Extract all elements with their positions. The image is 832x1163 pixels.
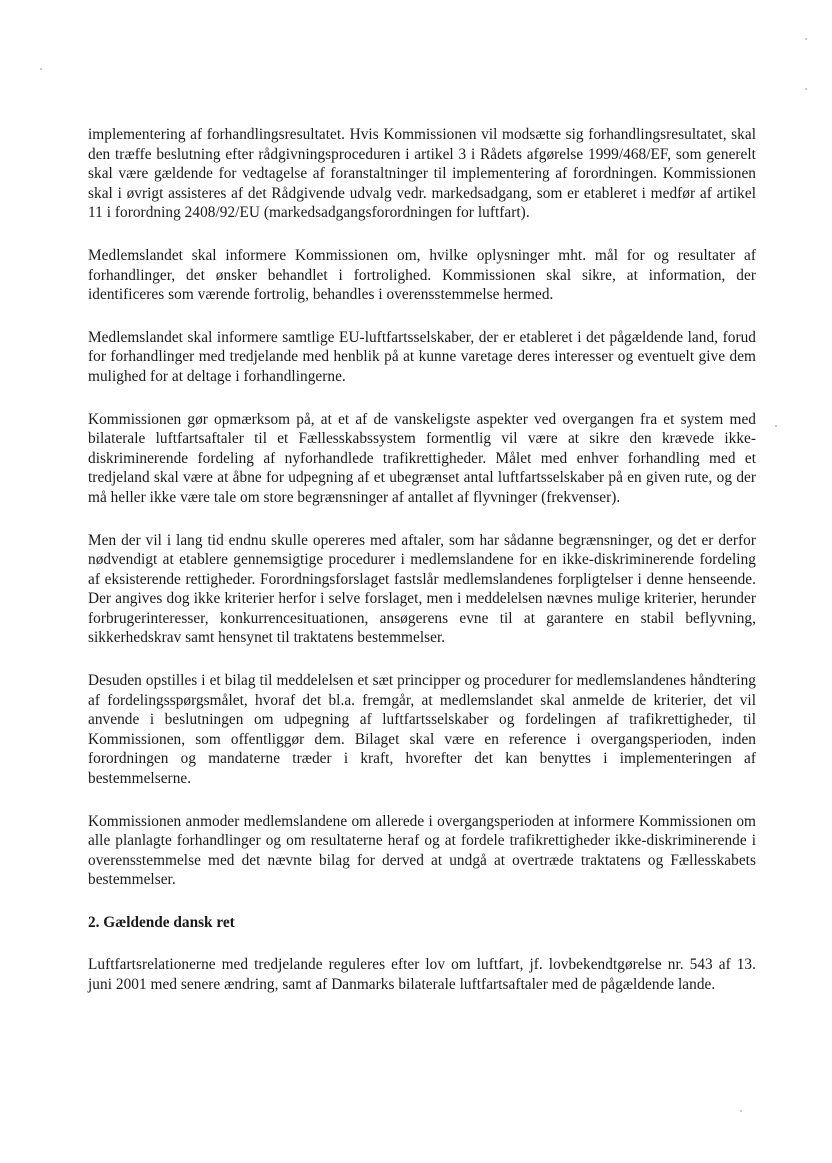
paragraph-transparent-procedures: Men der vil i lang tid endnu skulle opereres med aftaler, som har sådanne begrænsninger, og det er derfor nødvendigt at etablere gennemsigtige procedurer i medlemslandene for en ikke-diskriminerende fordeling af eksisterende rettigheder. Forordningsforslaget fastslår medlemslandenes forpligtelser i denne henseende. Der angives dog ikke kriterier herfor i selve forslaget, men i meddelelsen nævnes mulige kriterier, herunder forbrugerinteresser, konkurrencesituationen, ansøgerens evne til at garantere en stabil beflyvning, sikkerhedskrav samt hensynet til traktatens bestemmelser. (88, 531, 756, 647)
section-heading: 2. Gældende dansk ret (88, 914, 235, 931)
scan-speck (805, 38, 807, 40)
scan-speck (40, 68, 42, 70)
paragraph-confidentiality: Medlemslandet skal informere Kommissionen om, hvilke oplysninger mht. mål for og resultater af forhandlinger, det ønsker behandlet i fortrolighed. Kommissionen skal sikre, at information, der identificeres som værende fortrolig, behandles i overensstemmelse hermed. (88, 246, 756, 304)
scan-speck (805, 88, 807, 90)
paragraph-annex-principles: Desuden opstilles i et bilag til meddelelsen et sæt principper og procedurer for medlemslandenes håndtering af fordelingsspørgsmålet, hvoraf det bl.a. fremgår, at medlemslandet skal anmelde de kriterier, det vil anvende i beslutningen om udpegning af luftfartsselskaber og fordelingen af trafikrettigheder, til Kommissionen, som offentliggør dem. Bilaget skal være en reference i overgangsperioden, inden forordningen og mandaterne træder i kraft, hvorefter det kan benyttes i implementeringen af bestemmelserne. (88, 672, 756, 788)
paragraph-negotiation-result: implementering af forhandlingsresultatet. Hvis Kommissionen vil modsætte sig forhandlingsresultatet, skal den træffe beslutning efter rådgivningsproceduren i artikel 3 i Rådets afgørelse 1999/468/EF, som generelt skal være gældende for vedtagelse af foranstaltninger til implementering af forordningen. Kommissionen skal i øvrigt assisteres af det Rådgivende udvalg vedr. markedsadgang, som er etableret i medfør af artikel 11 i forordning 2408/92/EU (markedsadgangsforordningen for luftfart). (88, 126, 756, 222)
scan-speck (740, 1110, 742, 1112)
paragraph-inform-carriers: Medlemslandet skal informere samtlige EU-luftfartsselskaber, der er etableret i det pågældende land, forud for forhandlinger med tredjelande med henblik på at kunne varetage deres interesser og eventuelt give dem mulighed for at deltage i forhandlingerne. (88, 328, 756, 385)
paragraph-danish-law: Luftfartsrelationerne med tredjelande reguleres efter lov om luftfart, jf. lovbekendtgørelse nr. 543 af 13. juni 2001 med senere ændring, samt af Danmarks bilaterale luftfartsaftaler med de pågældende lande. (88, 956, 756, 993)
paragraph-traffic-rights: Kommissionen gør opmærksom på, at et af de vanskeligste aspekter ved overgangen fra et system med bilaterale luftfartsaftaler til et Fællesskabssystem formentlig vil være at sikre den krævede ikke-diskriminerende fordeling af nyforhandlede trafikrettigheder. Målet med enhver forhandling med et tredjeland skal være at åbne for udpegning af et ubegrænset antal luftfartsselskaber på en given rute, og der må heller ikke være tale om store begrænsninger af antallet af flyvninger (frekvenser). (88, 410, 756, 506)
document-body (88, 125, 756, 1017)
paragraph-transition-period: Kommissionen anmoder medlemslandene om allerede i overgangsperioden at informere Kommissionen om alle planlagte forhandlinger og om resultaterne heraf og at fordele trafikrettigheder ikke-diskriminerende i overensstemmelse med det nævnte bilag for derved at undgå at overtræde traktatens og Fællesskabets bestemmelser. (88, 812, 756, 889)
scan-speck (775, 425, 777, 427)
